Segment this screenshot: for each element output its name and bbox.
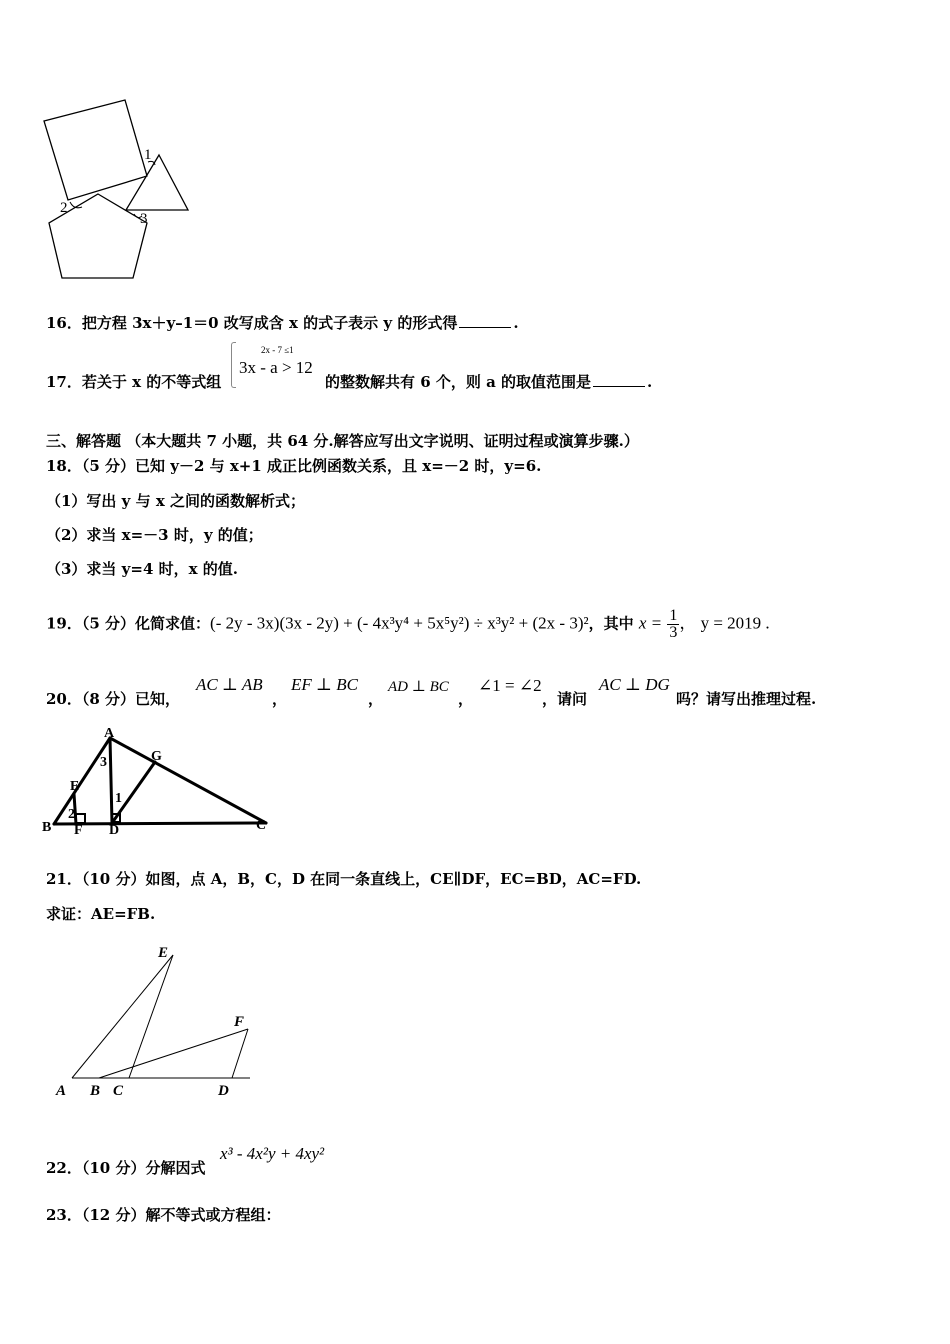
- point-B: B: [90, 1083, 101, 1099]
- question-17-end: .: [647, 373, 653, 391]
- point-D: D: [109, 823, 120, 838]
- section-3-title: 三、解答题 （本大题共 7 小题，共 64 分.解答应写出文字说明、证明过程或演算步骤.）: [46, 432, 639, 450]
- angle-3: 3: [100, 755, 107, 770]
- point-A: A: [104, 728, 115, 741]
- comma: ，: [458, 690, 474, 708]
- question-17-prefix: 17．若关于 x 的不等式组: [46, 373, 222, 391]
- fraction-one-third: [667, 608, 679, 641]
- question-16: [46, 312, 519, 333]
- question-16-text: 16．把方程 3x＋y–1＝0 改写成含 x 的式子表示 y 的形式得: [46, 314, 458, 332]
- angle-2: 2: [68, 807, 75, 822]
- question-19-mid: ，其中: [588, 614, 634, 633]
- point-E: E: [158, 945, 169, 961]
- y-equals: ， y = 2019 .: [679, 613, 770, 633]
- question-20: [46, 688, 180, 709]
- figure-lines-abcd: [50, 940, 270, 1105]
- question-17-suffix-text: 的整数解共有 6 个，则 a 的取值范围是: [325, 373, 592, 391]
- answer-blank[interactable]: [459, 315, 511, 328]
- question-20-prefix: 20．（8 分）已知，: [46, 690, 181, 708]
- condition-ac-dg: AC ⊥ DG: [599, 675, 670, 694]
- question-22: 22．（10 分）分解因式: [46, 1159, 206, 1177]
- point-G: G: [151, 749, 162, 764]
- question-21-stem: 21．（10 分）如图，点 A，B，C，D 在同一条直线上，CE∥DF，EC=BD，AC=FD.: [46, 870, 642, 888]
- x-equals: x =: [638, 613, 663, 633]
- square-shape: [44, 100, 147, 200]
- system-brace: [231, 342, 236, 388]
- question-22-expression: x³ - 4x²y + 4xy²: [220, 1144, 325, 1163]
- question-21-proof: 求证：AE=FB.: [46, 905, 156, 923]
- answer-blank[interactable]: [593, 374, 645, 387]
- point-F: F: [74, 823, 83, 838]
- figure-triangle-abc: [40, 728, 280, 840]
- comma: ，: [368, 690, 384, 708]
- question-20-suffix: 吗？请写出推理过程.: [676, 690, 817, 708]
- fraction-denominator: 3: [669, 624, 678, 641]
- question-18-part-2: （2）求当 x=－3 时，y 的值；: [46, 526, 263, 544]
- inequality-top: 2x - 7 ≤1: [261, 345, 294, 355]
- angle-label-2: 2: [60, 200, 68, 216]
- point-B: B: [42, 820, 52, 835]
- condition-ad-bc: AD ⊥ BC: [388, 679, 449, 695]
- angle-label-3: 3: [140, 211, 148, 227]
- triangle-shape: [126, 155, 188, 210]
- question-20-ask: ，请问: [542, 690, 588, 708]
- inequality-system: [229, 340, 323, 388]
- question-19: [46, 608, 770, 641]
- question-16-end: .: [513, 314, 519, 332]
- condition-ac-ab: AC ⊥ AB: [196, 675, 263, 694]
- comma: ，: [272, 690, 288, 708]
- point-C: C: [113, 1083, 124, 1099]
- figure-polygons: [30, 90, 210, 285]
- question-23: 23．（12 分）解不等式或方程组：: [46, 1206, 281, 1224]
- question-17-suffix: [325, 371, 652, 392]
- question-19-prefix: 19．（5 分）化简求值：: [46, 614, 211, 633]
- question-18-part-1: （1）写出 y 与 x 之间的函数解析式；: [46, 492, 305, 510]
- condition-angles: ∠1 = ∠2: [478, 676, 542, 695]
- point-A: A: [56, 1083, 67, 1099]
- point-D: D: [218, 1083, 229, 1099]
- angle-1: 1: [115, 791, 122, 806]
- question-18-part-3: （3）求当 y=4 时，x 的值.: [46, 560, 238, 578]
- inequality-bottom: 3x - a > 12: [239, 358, 313, 377]
- fraction-numerator: 1: [669, 607, 678, 624]
- condition-ef-bc: EF ⊥ BC: [291, 675, 358, 694]
- angle-label-1: 1: [144, 147, 152, 163]
- question-18-stem: 18．（5 分）已知 y－2 与 x+1 成正比例函数关系，且 x=－2 时，y=6.: [46, 457, 542, 475]
- point-F: F: [234, 1014, 245, 1030]
- point-E: E: [70, 779, 80, 794]
- point-C: C: [256, 818, 267, 833]
- question-19-expression: (- 2y - 3x)(3x - 2y) + (- 4x³y⁴ + 5x⁵y²) ÷ x³y² + (2x - 3)²: [210, 613, 589, 633]
